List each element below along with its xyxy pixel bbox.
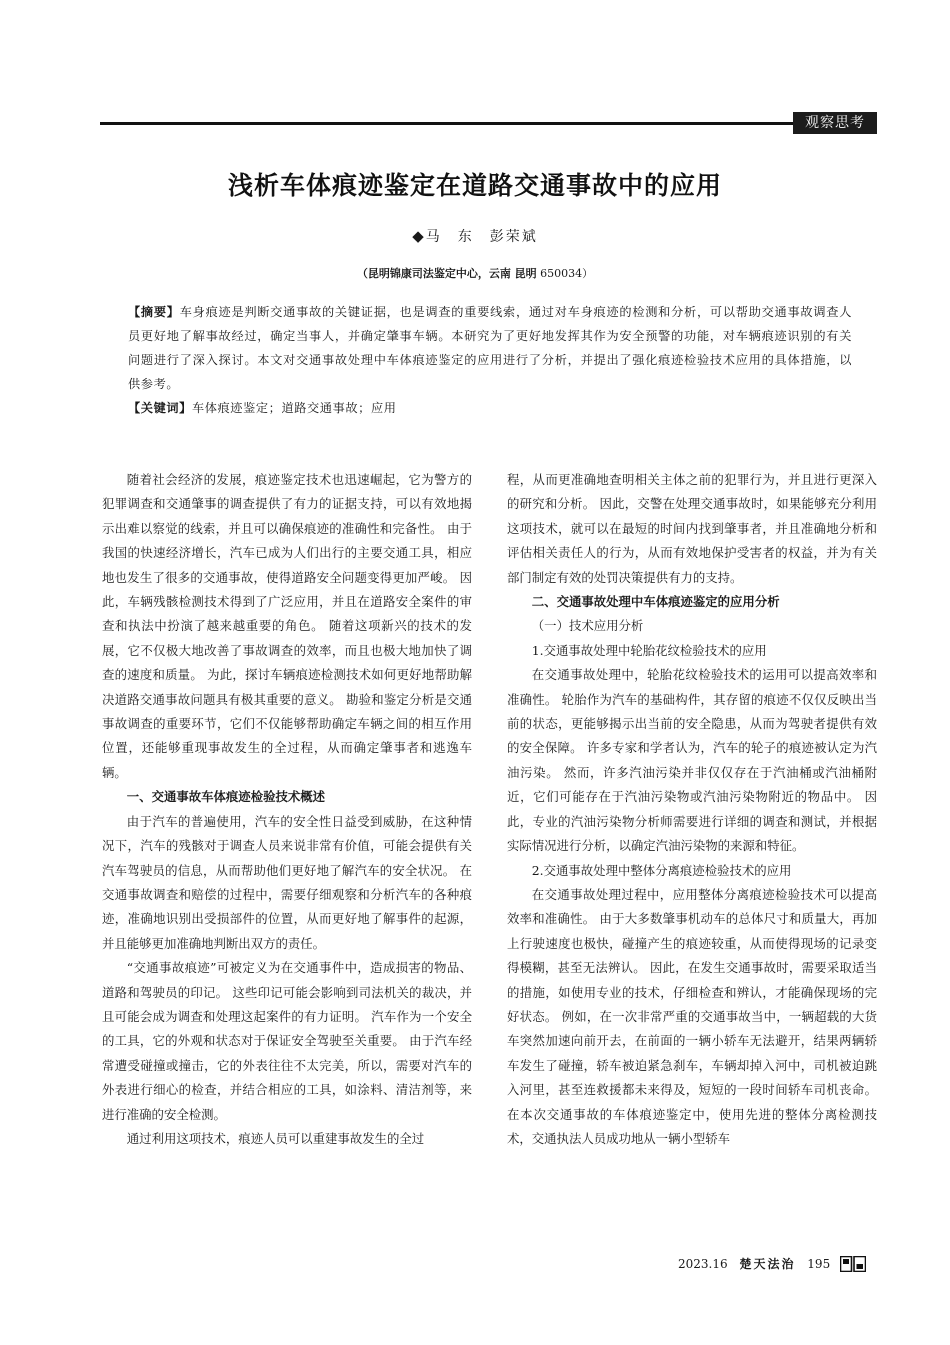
affiliation-org: （昆明锦康司法鉴定中心，云南 昆明 [356,267,537,280]
page-footer [678,1253,878,1273]
affiliation-postcode: 650034） [536,267,594,280]
subsection-heading: 1.交通事故处理中轮胎花纹检验技术的应用 [531,642,767,658]
subsection-heading: 2.交通事故处理中整体分离痕迹检验技术的应用 [531,862,792,878]
keywords [128,396,852,420]
paragraph: 随着社会经济的发展，痕迹鉴定技术也迅速崛起，它为警方的犯罪调查和交通肇事的调查提供了有力的证据支持，可以有效地揭示出难以察觉的线索，并且可以确保痕迹的准确性和完备性。 由于我国的快速经济增长，汽车已成为人们出行的主要交通工具，相应地也发生了很多的交通事故，使得道路安全问题变得更加严峻。 因此，车辆残骸检测技术得到了广泛应用，并且在道路安全案件的审查和执法中扮演了越来越重要的角色。 随着这项新兴的技术的发展，它不仅极大地改善了事故调查的效率，而且也极大地加快了调查的速度和质量。 为此，探讨车辆痕迹检测技术如何更好地帮助解决道路交通事故问题具有极其重要的意义。 勘验和鉴定分析是交通事故调查的重要环节，它们不仅能够帮助确定车辆之间的相互作用位置，还能够重现事故发生的全过程，从而确定肇事者和逃逸车辆。 [102,472,472,780]
section-tag: 观察思考 [793,112,877,134]
abstract-text: 车身痕迹是判断交通事故的关键证据，也是调查的重要线索，通过对车身痕迹的检测和分析，可以帮助交通事故调查人员更好地了解事故经过，确定当事人，并确定肇事车辆。本研究为了更好地发挥其作为安全预警的功能，对车辆痕迹识别的有关问题进行了深入探讨。本文对交通事故处理中车体痕迹鉴定的应用进行了分析，并提出了强化痕迹检验技术应用的具体措施，以供参考。 [128,305,852,391]
paragraph: 程，从而更准确地查明相关主体之前的犯罪行为，并且进行更深入的研究和分析。 因此，交警在处理交通事故时，如果能够充分利用这项技术，就可以在最短的时间内找到肇事者，并且准确地分析和评估相关责任人的行为，从而有效地保护受害者的权益，并为有关部门制定有效的处罚决策提供有力的支持。 [507,472,877,585]
header-rule [100,122,795,125]
journal-name: 楚天法治 [739,1256,796,1271]
paragraph: 在交通事故处理过程中，应用整体分离痕迹检验技术可以提高效率和准确性。 由于大多数肇事机动车的总体尺寸和质量大，再加上行驶速度也极快，碰撞产生的痕迹较重，从而使得现场的记录变得模糊，甚至无法辨认。 因此，在发生交通事故时，需要采取适当的措施，如使用专业的技术，仔细检查和辨认，才能确保现场的完好状态。 例如，在一次非常严重的交通事故当中，一辆超载的大货车突然加速向前开去，在前面的一辆小轿车无法避开，结果两辆轿车发生了碰撞，轿车被迫紧急刹车，车辆却掉入河中，司机被迫跳入河里，甚至连救援都未来得及，短短的一段时间轿车司机丧命。 在本次交通事故的车体痕迹鉴定中，使用先进的整体分离检测技术，交通执法人员成功地从一辆小型轿车 [507,886,877,1146]
paragraph: 通过利用这项技术，痕迹人员可以重建事故发生的全过 [126,1130,425,1146]
affiliation [0,265,950,281]
page-number: 195 [807,1256,831,1271]
paragraph: 由于汽车的普遍使用，汽车的安全性日益受到威胁，在这种情况下，汽车的残骸对于调查人员来说非常有价值，可能会提供有关汽车驾驶员的信息，从而帮助他们更好地了解汽车的安全状况。 在交通事故调查和赔偿的过程中，需要仔细观察和分析汽车的各种痕迹，准确地识别出受损部件的位置，从而更好地了解事件的起源，并且能够更加准确地判断出双方的责任。 [102,813,472,951]
abstract-block [128,300,852,420]
article-title: 浅析车体痕迹鉴定在道路交通事故中的应用 [227,171,722,200]
section-heading: 一、交通事故车体痕迹检验技术概述 [126,789,326,805]
keywords-text: 车体痕迹鉴定；道路交通事故；应用 [191,401,397,415]
abstract [128,300,852,396]
right-column [507,468,877,1151]
issue-number: 2023.16 [678,1256,728,1271]
paragraph: 在交通事故处理中，轮胎花纹检验技术的运用可以提高效率和准确性。 轮胎作为汽车的基础构件，其存留的痕迹不仅仅反映出当前的状态，更能够揭示出当前的安全隐患，从而为驾驶者提供有效的安全保障。 许多专家和学者认为，汽车的轮子的痕迹被认定为汽油污染。 然而，许多汽油污染并非仅仅存在于汽油桶或汽油桶附近，它们可能存在于汽油污染物或汽油污染物附近的物品中。 因此，专业的汽油污染物分析师需要进行详细的调查和测试，并根据实际情况进行分析，以确定汽油污染物的来源和特征。 [507,667,877,854]
journal-logo-icon [840,1256,866,1272]
keywords-label: 【关键词】 [128,401,192,415]
subsection-heading: （一）技术应用分析 [531,618,644,634]
authors [0,226,950,246]
abstract-label: 【摘要】 [128,305,180,319]
section-heading: 二、交通事故处理中车体痕迹鉴定的应用分析 [531,594,780,610]
left-column [102,468,472,1151]
diamond-marker-icon: ◆ [412,227,426,245]
author-names: 马 东 彭荣斌 [425,229,538,245]
paragraph: “交通事故痕迹”可被定义为在交通事件中，造成损害的物品、道路和驾驶员的印记。 这些印记可能会影响到司法机关的裁决，并且可能会成为调查和处理这起案件的有力证明。 汽车作为一个安全的工具，它的外观和状态对于保证安全驾驶至关重要。 由于汽车经常遭受碰撞或撞击，它的外表往往不太完美，所以，需要对汽车的外表进行细心的检查，并结合相应的工具，如涂料、清洁剂等，来进行准确的安全检测。 [102,960,472,1122]
